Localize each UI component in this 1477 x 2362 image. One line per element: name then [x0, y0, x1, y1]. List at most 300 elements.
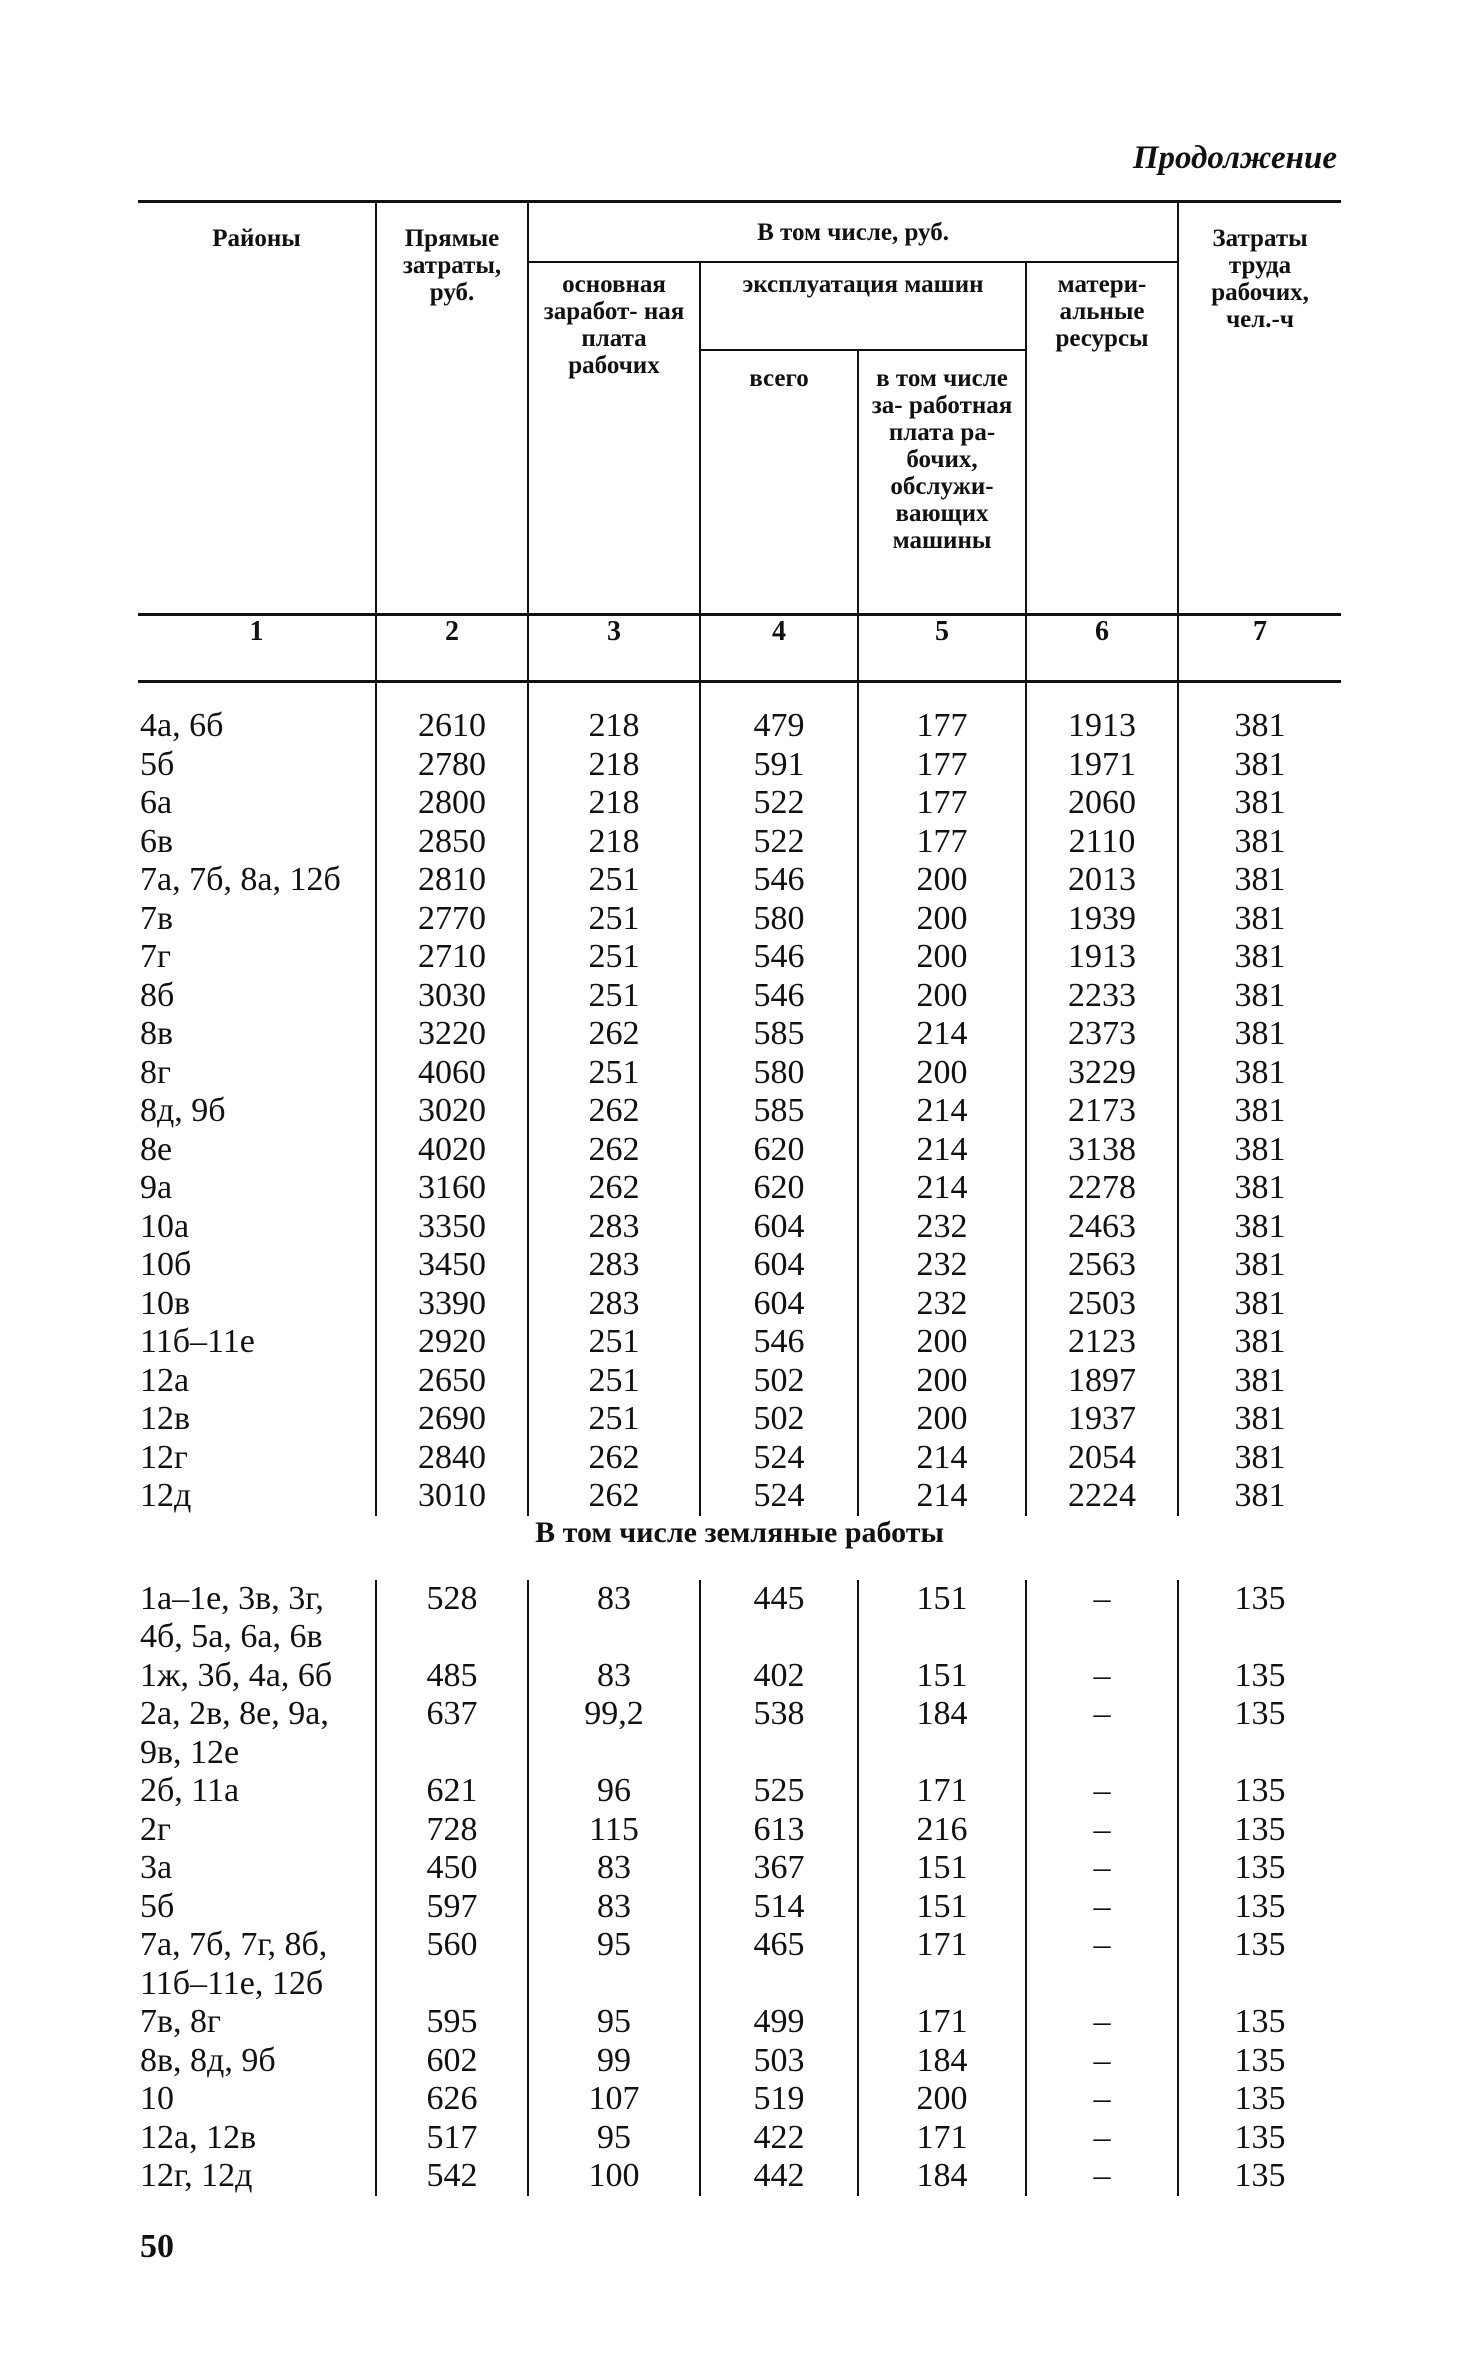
table-row: [138, 2003, 1341, 2042]
machines-total-cell: 522: [700, 823, 858, 862]
base-wage-cell: 95: [528, 1926, 700, 1965]
machines-total-cell: [700, 1618, 858, 1657]
labor-hours-cell: 135: [1234, 2041, 1286, 2079]
base-wage-cell: 283: [528, 1246, 700, 1285]
spacer-cell: [1178, 682, 1341, 708]
direct-costs-cell: 2840: [376, 1439, 528, 1478]
materials-cell: –: [1026, 2003, 1178, 2042]
region-cell: 4а, 6б: [138, 707, 376, 746]
base-wage-cell: [528, 1734, 700, 1773]
column-number: 1: [138, 615, 376, 682]
machines-wage-cell: 184: [858, 2157, 1026, 2196]
base-wage-cell: 218: [528, 823, 700, 862]
base-wage-cell: 283: [528, 1208, 700, 1247]
machines-wage-cell: 214: [858, 1477, 1026, 1516]
labor-hours-cell: 381: [1234, 938, 1286, 975]
labor-hours-cell: [1178, 1618, 1341, 1657]
base-wage-cell: 251: [528, 977, 700, 1016]
base-wage-cell: 262: [528, 1169, 700, 1208]
region-cell: 9в, 12е: [138, 1734, 376, 1773]
table-row: [138, 1657, 1341, 1696]
direct-costs-cell: 3010: [376, 1477, 528, 1516]
header-osnovnaya-zp: основная заработ- ная плата рабочих: [528, 262, 700, 615]
machines-total-cell: 465: [700, 1926, 858, 1965]
labor-hours-cell: 381: [1234, 1053, 1286, 1091]
machines-wage-cell: 184: [858, 1695, 1026, 1734]
spacer-cell: [138, 682, 376, 708]
materials-cell: 2563: [1026, 1246, 1178, 1285]
materials-cell: –: [1026, 2042, 1178, 2081]
machines-wage-cell: 184: [858, 2042, 1026, 2081]
direct-costs-cell: 450: [376, 1849, 528, 1888]
machines-wage-cell: 171: [858, 1926, 1026, 1965]
materials-cell: 2233: [1026, 977, 1178, 1016]
region-cell: 5б: [138, 1888, 376, 1927]
machines-wage-cell: 214: [858, 1015, 1026, 1054]
direct-costs-cell: 728: [376, 1811, 528, 1850]
table-row: [138, 1054, 1341, 1093]
base-wage-cell: [528, 1618, 700, 1657]
machines-total-cell: 538: [700, 1695, 858, 1734]
base-wage-cell: [528, 1965, 700, 2004]
base-wage-cell: 218: [528, 746, 700, 785]
labor-hours-cell: 381: [1234, 1361, 1286, 1399]
labor-hours-cell: 381: [1234, 1246, 1286, 1283]
materials-cell: –: [1026, 1888, 1178, 1927]
machines-wage-cell: 214: [858, 1169, 1026, 1208]
region-cell: 8г: [138, 1054, 376, 1093]
direct-costs-cell: 637: [376, 1695, 528, 1734]
machines-wage-cell: 151: [858, 1580, 1026, 1619]
direct-costs-cell: 517: [376, 2119, 528, 2158]
table-row: [138, 2157, 1341, 2196]
region-cell: 8в, 8д, 9б: [138, 2042, 376, 2081]
table-row: [138, 977, 1341, 1016]
region-cell: 7в: [138, 900, 376, 939]
header-materialnye: матери- альные ресурсы: [1026, 262, 1178, 615]
machines-total-cell: 479: [700, 707, 858, 746]
base-wage-cell: 251: [528, 1362, 700, 1401]
labor-hours-cell: 381: [1234, 1207, 1286, 1245]
table-row: [138, 938, 1341, 977]
labor-hours-cell: 381: [1234, 784, 1286, 821]
machines-wage-cell: 200: [858, 1400, 1026, 1439]
machines-wage-cell: 171: [858, 2003, 1026, 2042]
table-row: [138, 1811, 1341, 1850]
spacer-cell: [858, 682, 1026, 708]
header-rayony: Районы: [138, 202, 376, 615]
table-row: [138, 1618, 1341, 1657]
labor-hours-cell: 381: [1234, 1323, 1286, 1360]
materials-cell: [1026, 1618, 1178, 1657]
region-cell: 10б: [138, 1246, 376, 1285]
region-cell: 12г, 12д: [138, 2157, 376, 2196]
table-row: [138, 1362, 1341, 1401]
base-wage-cell: 251: [528, 861, 700, 900]
region-cell: 10в: [138, 1285, 376, 1324]
direct-costs-cell: 3030: [376, 977, 528, 1016]
machines-total-cell: 445: [700, 1580, 858, 1619]
materials-cell: –: [1026, 2080, 1178, 2119]
direct-costs-cell: [376, 1965, 528, 2004]
materials-cell: 2463: [1026, 1208, 1178, 1247]
materials-cell: 2013: [1026, 861, 1178, 900]
table-row: [138, 1285, 1341, 1324]
labor-hours-cell: 381: [1234, 822, 1286, 860]
direct-costs-cell: 2610: [376, 707, 528, 746]
machines-total-cell: 402: [700, 1657, 858, 1696]
table-row: [138, 1323, 1341, 1362]
page-number: 50: [140, 2228, 174, 2265]
base-wage-cell: 251: [528, 1400, 700, 1439]
machines-total-cell: 442: [700, 2157, 858, 2196]
region-cell: 12а, 12в: [138, 2119, 376, 2158]
base-wage-cell: 83: [528, 1849, 700, 1888]
machines-total-cell: 620: [700, 1169, 858, 1208]
labor-hours-cell: 135: [1234, 2118, 1286, 2156]
region-cell: 12а: [138, 1362, 376, 1401]
base-wage-cell: 99,2: [528, 1695, 700, 1734]
region-cell: 9а: [138, 1169, 376, 1208]
table-row: [138, 2080, 1341, 2119]
machines-wage-cell: 151: [858, 1849, 1026, 1888]
materials-cell: –: [1026, 2119, 1178, 2158]
direct-costs-cell: 3020: [376, 1092, 528, 1131]
table-row: [138, 1477, 1341, 1516]
direct-costs-cell: 2850: [376, 823, 528, 862]
base-wage-cell: 100: [528, 2157, 700, 2196]
materials-cell: 1939: [1026, 900, 1178, 939]
region-cell: 12г: [138, 1439, 376, 1478]
labor-hours-cell: 381: [1234, 976, 1286, 1014]
table-row: [138, 1888, 1341, 1927]
table-row: [138, 1580, 1341, 1619]
machines-total-cell: 546: [700, 1323, 858, 1362]
region-cell: 4б, 5а, 6а, 6в: [138, 1618, 376, 1657]
machines-total-cell: [700, 1965, 858, 2004]
materials-cell: [1026, 1965, 1178, 2004]
direct-costs-cell: 3390: [376, 1285, 528, 1324]
region-cell: 5б: [138, 746, 376, 785]
machines-total-cell: 525: [700, 1772, 858, 1811]
spacer-cell: [700, 682, 858, 708]
machines-total-cell: 620: [700, 1131, 858, 1170]
spacer-cell: [528, 682, 700, 708]
base-wage-cell: 262: [528, 1131, 700, 1170]
direct-costs-cell: 4060: [376, 1054, 528, 1093]
machines-wage-cell: 200: [858, 1323, 1026, 1362]
region-cell: 8е: [138, 1131, 376, 1170]
machines-wage-cell: 214: [858, 1131, 1026, 1170]
materials-cell: 2110: [1026, 823, 1178, 862]
labor-hours-cell: [1178, 1734, 1341, 1773]
machines-wage-cell: 151: [858, 1657, 1026, 1696]
base-wage-cell: 218: [528, 707, 700, 746]
labor-hours-cell: 135: [1234, 1695, 1286, 1732]
machines-wage-cell: [858, 1965, 1026, 2004]
materials-cell: 2054: [1026, 1439, 1178, 1478]
materials-cell: 1937: [1026, 1400, 1178, 1439]
table-row: [138, 1734, 1341, 1773]
spacer-cell: [376, 682, 528, 708]
table-row: [138, 861, 1341, 900]
machines-total-cell: 591: [700, 746, 858, 785]
table-header: [138, 202, 1341, 615]
table-row: [138, 1246, 1341, 1285]
base-wage-cell: 107: [528, 2080, 700, 2119]
materials-cell: –: [1026, 2157, 1178, 2196]
materials-cell: [1026, 1734, 1178, 1773]
base-wage-cell: 115: [528, 1811, 700, 1850]
labor-hours-cell: 135: [1234, 1849, 1286, 1886]
column-number: 3: [528, 615, 700, 682]
direct-costs-cell: 595: [376, 2003, 528, 2042]
table-row: [138, 2042, 1341, 2081]
machines-total-cell: 546: [700, 977, 858, 1016]
labor-hours-cell: 135: [1234, 2080, 1286, 2117]
base-wage-cell: 83: [528, 1657, 700, 1696]
cost-table: [138, 200, 1341, 2196]
machines-wage-cell: 214: [858, 1092, 1026, 1131]
table-row: [138, 1169, 1341, 1208]
machines-total-cell: 499: [700, 2003, 858, 2042]
column-number: 2: [376, 615, 528, 682]
labor-hours-cell: 135: [1234, 1579, 1286, 1617]
table-row: [138, 900, 1341, 939]
region-cell: 10а: [138, 1208, 376, 1247]
section-title: В том числе земляные работы: [535, 1515, 944, 1549]
direct-costs-cell: 2650: [376, 1362, 528, 1401]
machines-total-cell: 367: [700, 1849, 858, 1888]
machines-total-cell: 546: [700, 861, 858, 900]
labor-hours-cell: 381: [1234, 1130, 1286, 1168]
machines-total-cell: 514: [700, 1888, 858, 1927]
machines-total-cell: 519: [700, 2080, 858, 2119]
materials-cell: –: [1026, 1926, 1178, 1965]
machines-total-cell: 524: [700, 1477, 858, 1516]
labor-hours-cell: 381: [1234, 1284, 1286, 1322]
machines-wage-cell: 232: [858, 1208, 1026, 1247]
machines-total-cell: 580: [700, 1054, 858, 1093]
direct-costs-cell: 560: [376, 1926, 528, 1965]
header-pryamye: Прямые затраты, руб.: [376, 202, 528, 615]
direct-costs-cell: 542: [376, 2157, 528, 2196]
materials-cell: 1913: [1026, 938, 1178, 977]
table-row: [138, 1926, 1341, 1965]
direct-costs-cell: 3450: [376, 1246, 528, 1285]
base-wage-cell: 99: [528, 2042, 700, 2081]
base-wage-cell: 96: [528, 1772, 700, 1811]
machines-wage-cell: 200: [858, 1054, 1026, 1093]
base-wage-cell: 251: [528, 900, 700, 939]
region-cell: 7в, 8г: [138, 2003, 376, 2042]
direct-costs-cell: 3220: [376, 1015, 528, 1054]
materials-cell: –: [1026, 1772, 1178, 1811]
labor-hours-cell: 135: [1234, 2157, 1286, 2194]
labor-hours-cell: 135: [1234, 2003, 1286, 2040]
machines-wage-cell: 151: [858, 1888, 1026, 1927]
machines-wage-cell: 200: [858, 861, 1026, 900]
base-wage-cell: 218: [528, 784, 700, 823]
labor-hours-cell: 381: [1234, 861, 1286, 898]
machines-total-cell: [700, 1734, 858, 1773]
base-wage-cell: 251: [528, 938, 700, 977]
machines-total-cell: 502: [700, 1400, 858, 1439]
direct-costs-cell: 597: [376, 1888, 528, 1927]
table-row: [138, 823, 1341, 862]
table-row: [138, 746, 1341, 785]
direct-costs-cell: 2770: [376, 900, 528, 939]
machines-wage-cell: 200: [858, 2080, 1026, 2119]
materials-cell: 2123: [1026, 1323, 1178, 1362]
region-cell: 2г: [138, 1811, 376, 1850]
machines-wage-cell: 177: [858, 784, 1026, 823]
direct-costs-cell: 485: [376, 1657, 528, 1696]
table-row: [138, 1400, 1341, 1439]
table-row: [138, 707, 1341, 746]
machines-total-cell: 422: [700, 2119, 858, 2158]
header-v-tom-chisle: В том числе, руб.: [528, 202, 1178, 263]
materials-cell: –: [1026, 1580, 1178, 1619]
region-cell: 8в: [138, 1015, 376, 1054]
materials-cell: 2173: [1026, 1092, 1178, 1131]
base-wage-cell: 95: [528, 2003, 700, 2042]
materials-cell: –: [1026, 1849, 1178, 1888]
machines-total-cell: 604: [700, 1246, 858, 1285]
base-wage-cell: 251: [528, 1054, 700, 1093]
region-cell: 1ж, 3б, 4а, 6б: [138, 1657, 376, 1696]
region-cell: 7а, 7б, 8а, 12б: [138, 861, 376, 900]
machines-total-cell: 585: [700, 1092, 858, 1131]
column-number: 7: [1178, 615, 1341, 682]
region-cell: 6в: [138, 823, 376, 862]
direct-costs-cell: 626: [376, 2080, 528, 2119]
region-cell: 1а–1е, 3в, 3г,: [138, 1580, 376, 1619]
machines-total-cell: 604: [700, 1208, 858, 1247]
machines-wage-cell: 177: [858, 746, 1026, 785]
region-cell: 2б, 11а: [138, 1772, 376, 1811]
materials-cell: 1913: [1026, 707, 1178, 746]
region-cell: 10: [138, 2080, 376, 2119]
direct-costs-cell: 2780: [376, 746, 528, 785]
column-number: 5: [858, 615, 1026, 682]
table-body: [138, 615, 1341, 2196]
table-row: [138, 784, 1341, 823]
header-zatraty-truda: Затраты труда рабочих, чел.-ч: [1178, 202, 1341, 615]
machines-wage-cell: 232: [858, 1285, 1026, 1324]
spacer-cell: [1026, 682, 1178, 708]
machines-total-cell: 546: [700, 938, 858, 977]
machines-wage-cell: [858, 1734, 1026, 1773]
labor-hours-cell: 135: [1234, 1810, 1286, 1848]
materials-cell: 3229: [1026, 1054, 1178, 1093]
table-row: [138, 1208, 1341, 1247]
region-cell: 7г: [138, 938, 376, 977]
labor-hours-cell: 381: [1234, 1400, 1286, 1437]
column-number: 4: [700, 615, 858, 682]
labor-hours-cell: 135: [1234, 1772, 1286, 1809]
table-row: [138, 1131, 1341, 1170]
materials-cell: 1897: [1026, 1362, 1178, 1401]
table-row: [138, 2119, 1341, 2158]
direct-costs-cell: 621: [376, 1772, 528, 1811]
labor-hours-cell: 381: [1234, 1438, 1286, 1476]
base-wage-cell: 262: [528, 1092, 700, 1131]
column-number: 6: [1026, 615, 1178, 682]
direct-costs-cell: 2800: [376, 784, 528, 823]
machines-total-cell: 604: [700, 1285, 858, 1324]
region-cell: 8д, 9б: [138, 1092, 376, 1131]
labor-hours-cell: [1178, 1965, 1341, 2004]
machines-total-cell: 613: [700, 1811, 858, 1850]
direct-costs-cell: 3160: [376, 1169, 528, 1208]
labor-hours-cell: 381: [1234, 745, 1286, 783]
header-ekspluatatsiya: эксплуатация машин: [700, 262, 1026, 350]
labor-hours-cell: 135: [1234, 1656, 1286, 1694]
region-cell: 2а, 2в, 8е, 9а,: [138, 1695, 376, 1734]
materials-cell: 2224: [1026, 1477, 1178, 1516]
machines-total-cell: 502: [700, 1362, 858, 1401]
table-row: [138, 1092, 1341, 1131]
base-wage-cell: 83: [528, 1580, 700, 1619]
table-row: [138, 1849, 1341, 1888]
direct-costs-cell: 3350: [376, 1208, 528, 1247]
direct-costs-cell: 2690: [376, 1400, 528, 1439]
machines-wage-cell: 171: [858, 2119, 1026, 2158]
materials-cell: 2503: [1026, 1285, 1178, 1324]
labor-hours-cell: 381: [1234, 1015, 1286, 1052]
materials-cell: 2278: [1026, 1169, 1178, 1208]
direct-costs-cell: [376, 1618, 528, 1657]
materials-cell: 3138: [1026, 1131, 1178, 1170]
region-cell: 12д: [138, 1477, 376, 1516]
table-row: [138, 1965, 1341, 2004]
materials-cell: –: [1026, 1695, 1178, 1734]
base-wage-cell: 262: [528, 1015, 700, 1054]
materials-cell: –: [1026, 1657, 1178, 1696]
continuation-label: Продолжение: [1132, 140, 1337, 176]
labor-hours-cell: 135: [1234, 1926, 1286, 1963]
base-wage-cell: 262: [528, 1439, 700, 1478]
machines-total-cell: 585: [700, 1015, 858, 1054]
section-row: [138, 1516, 1341, 1580]
labor-hours-cell: 135: [1234, 1887, 1286, 1925]
labor-hours-cell: 381: [1234, 707, 1286, 744]
direct-costs-cell: 2710: [376, 938, 528, 977]
machines-wage-cell: 171: [858, 1772, 1026, 1811]
region-cell: 11б–11е, 12б: [138, 1965, 376, 2004]
region-cell: 7а, 7б, 7г, 8б,: [138, 1926, 376, 1965]
labor-hours-cell: 381: [1234, 1092, 1286, 1129]
base-wage-cell: 283: [528, 1285, 700, 1324]
materials-cell: 1971: [1026, 746, 1178, 785]
machines-wage-cell: 200: [858, 900, 1026, 939]
labor-hours-cell: 381: [1234, 899, 1286, 937]
region-cell: 11б–11е: [138, 1323, 376, 1362]
table-row: [138, 1015, 1341, 1054]
header-vsego: всего: [700, 350, 858, 615]
machines-wage-cell: 177: [858, 823, 1026, 862]
base-wage-cell: 83: [528, 1888, 700, 1927]
region-cell: 3а: [138, 1849, 376, 1888]
machines-total-cell: 580: [700, 900, 858, 939]
machines-wage-cell: [858, 1618, 1026, 1657]
region-cell: 8б: [138, 977, 376, 1016]
spacer-row: [138, 682, 1341, 708]
materials-cell: –: [1026, 1811, 1178, 1850]
direct-costs-cell: 2810: [376, 861, 528, 900]
machines-wage-cell: 214: [858, 1439, 1026, 1478]
